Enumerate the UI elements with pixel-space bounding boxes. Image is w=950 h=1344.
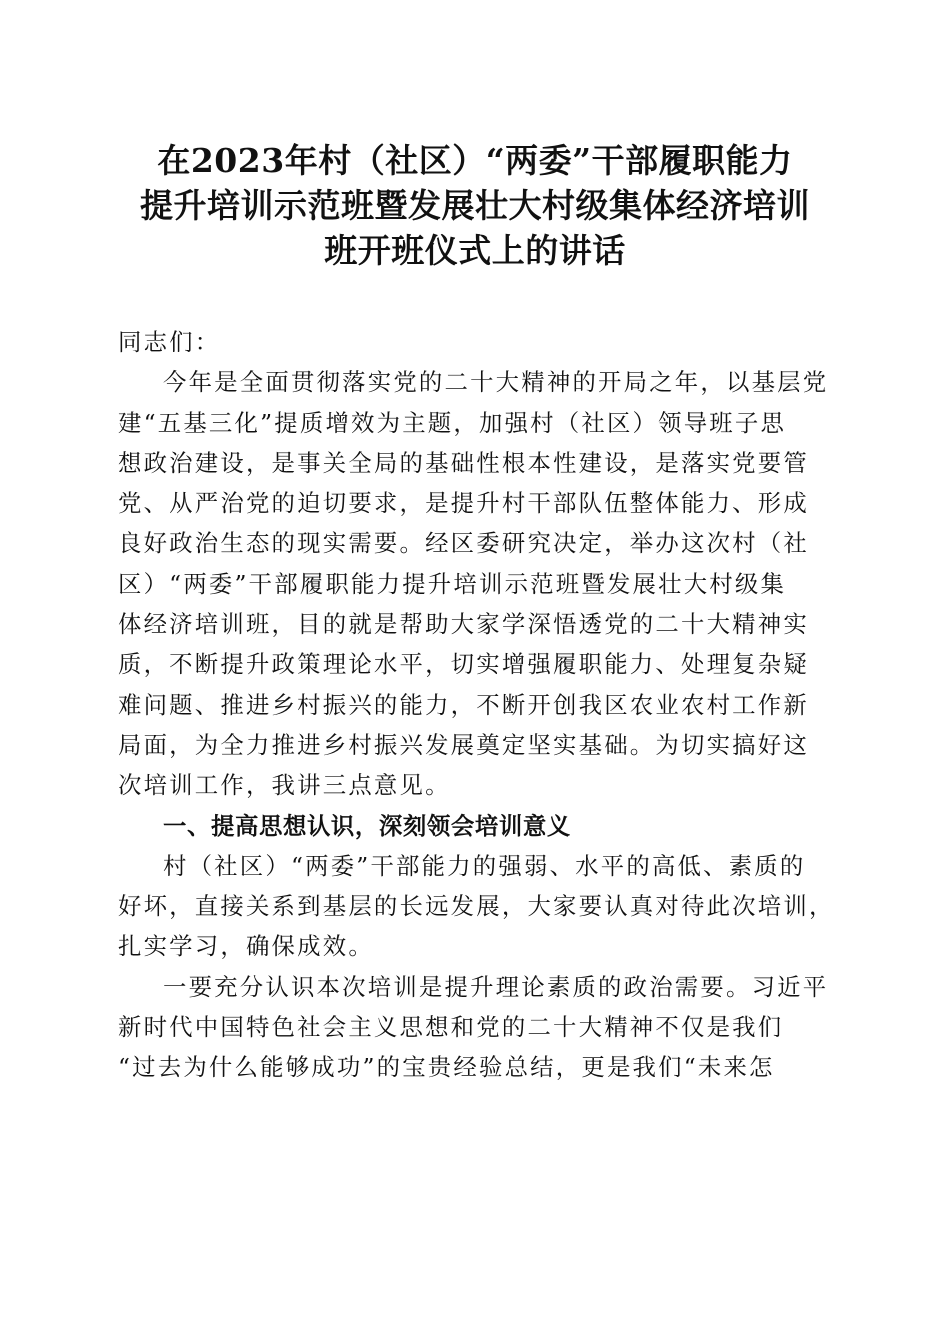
paragraph-line: 好坏，直接关系到基层的长远发展，大家要认真对待此次培训， (118, 892, 835, 921)
paragraph-line: 一要充分认识本次培训是提升理论素质的政治需要。习近平 (163, 972, 829, 1001)
paragraph-line: 建“五基三化”提质增效为主题，加强村（社区）领导班子思 (118, 408, 787, 437)
paragraph-line: 局面，为全力推进乡村振兴发展奠定坚实基础。为切实搞好这 (118, 730, 809, 759)
title-line: 提升培训示范班暨发展壮大村级集体经济培训 (140, 186, 810, 225)
title-line: 班开班仪式上的讲话 (324, 231, 626, 270)
paragraph-line: 次培训工作，我讲三点意见。 (118, 771, 451, 800)
paragraph-point1 (118, 967, 838, 1088)
paragraph-line: 区）“两委”干部履职能力提升培训示范班暨发展壮大村级集 (118, 569, 787, 598)
paragraph-line: 质，不断提升政策理论水平，切实增强履职能力、处理复杂疑 (118, 650, 809, 679)
paragraph-line: “过去为什么能够成功”的宝贵经验总结，更是我们“未来怎 (118, 1053, 775, 1082)
paragraph-section1 (118, 846, 838, 967)
salutation: 同志们： (118, 328, 221, 356)
document-body (118, 322, 838, 1088)
paragraph-intro (118, 362, 838, 805)
paragraph-line: 想政治建设，是事关全局的基础性根本性建设，是落实党要管 (118, 448, 809, 477)
paragraph-line: 新时代中国特色社会主义思想和党的二十大精神不仅是我们 (118, 1013, 784, 1042)
paragraph-line: 扎实学习，确保成效。 (118, 932, 374, 961)
paragraph-line: 村（社区）“两委”干部能力的强弱、水平的高低、素质的 (163, 851, 806, 880)
paragraph-line: 良好政治生态的现实需要。经区委研究决定，举办这次村（社 (118, 529, 809, 558)
paragraph-line: 体经济培训班，目的就是帮助大家学深悟透党的二十大精神实 (118, 610, 809, 639)
title-line: 在2023年村（社区）“两委”干部履职能力 (157, 141, 793, 180)
document-title (100, 138, 850, 273)
paragraph-line: 难问题、推进乡村振兴的能力，不断开创我区农业农村工作新 (118, 690, 809, 719)
paragraph-line: 党、从严治党的迫切要求，是提升村干部队伍整体能力、形成 (118, 489, 809, 518)
section-heading: 一、提高思想认识，深刻领会培训意义 (163, 811, 571, 840)
paragraph-line: 今年是全面贯彻落实党的二十大精神的开局之年，以基层党 (163, 368, 829, 397)
